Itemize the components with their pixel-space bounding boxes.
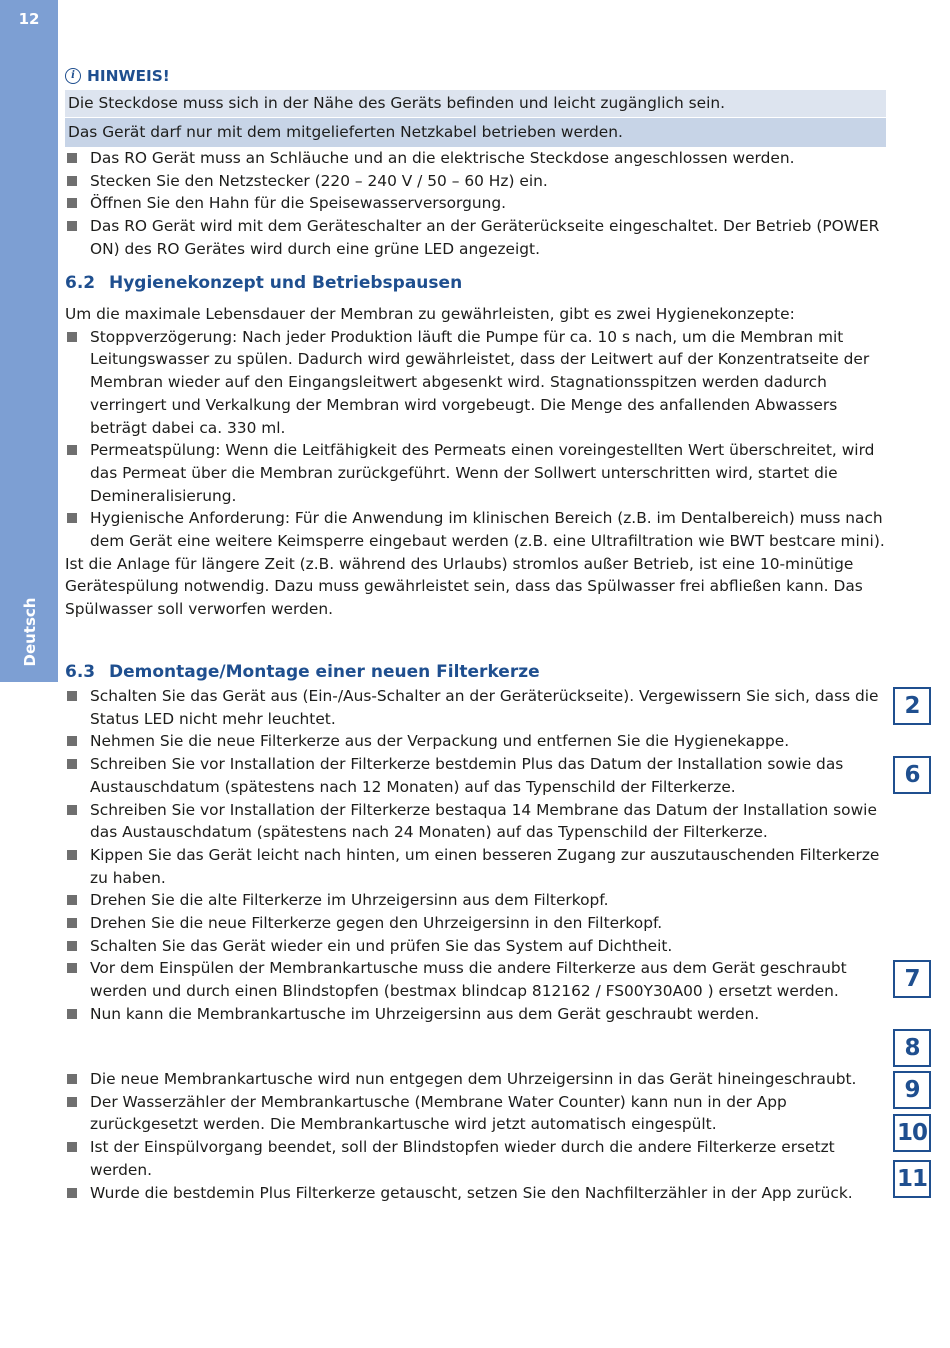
chapter-tab-11[interactable]: 11 xyxy=(893,1160,931,1198)
list-item: Der Wasserzähler der Membrankartusche (Membrane Water Counter) kann nun in der App zurückgesetzt werden. Die Membrankartusche wird jetzt automatisch eingespült. xyxy=(65,1091,886,1136)
side-margin-bar xyxy=(0,0,58,682)
list-item: Schreiben Sie vor Installation der Filterkerze bestaqua 14 Membrane das Datum der Installation sowie das Austauschdatum (spätestens nach 24 Monaten) auf das Typenschild der Filterkerze. xyxy=(65,799,886,844)
chapter-tab-7[interactable]: 7 xyxy=(893,960,931,998)
chapter-tab-9[interactable]: 9 xyxy=(893,1071,931,1109)
list-item: Drehen Sie die neue Filterkerze gegen den Uhrzeigersinn in den Filterkopf. xyxy=(65,912,886,935)
list-item: Öffnen Sie den Hahn für die Speisewasserversorgung. xyxy=(65,192,886,215)
list-item: Drehen Sie die alte Filterkerze im Uhrzeigersinn aus dem Filterkopf. xyxy=(65,889,886,912)
notice-title: HINWEIS! xyxy=(87,67,170,85)
list-item: Wurde die bestdemin Plus Filterkerze getauscht, setzen Sie den Nachfilterzähler in der App zurück. xyxy=(65,1182,886,1205)
list-item: Schalten Sie das Gerät aus (Ein-/Aus-Schalter an der Geräterückseite). Vergewissern Sie sich, dass die Status LED nicht mehr leuchtet. xyxy=(65,685,886,730)
list-item: Das RO Gerät wird mit dem Geräteschalter an der Geräterückseite eingeschaltet. Der Betrieb (POWER ON) des RO Gerätes wird durch eine grüne LED angezeigt. xyxy=(65,215,886,260)
section-number: 6.2 xyxy=(65,273,96,293)
section-number: 6.3 xyxy=(65,662,96,682)
list-item: Hygienische Anforderung: Für die Anwendung im klinischen Bereich (z.B. im Dentalbereich) muss nach dem Gerät eine weitere Keimsperre eingebaut werden (z.B. eine Ultrafiltration wie BWT bestcare mini). xyxy=(65,507,886,552)
notice-shaded-line: Das Gerät darf nur mit dem mitgelieferten Netzkabel betrieben werden. xyxy=(65,118,886,147)
chapter-tab-2[interactable]: 2 xyxy=(893,687,931,725)
list-item: Ist der Einspülvorgang beendet, soll der Blindstopfen wieder durch die andere Filterkerze ersetzt werden. xyxy=(65,1136,886,1181)
section-title: Demontage/Montage einer neuen Filterkerze xyxy=(109,662,540,682)
chapter-tab-6[interactable]: 6 xyxy=(893,756,931,794)
section-heading-6-3 xyxy=(65,661,540,684)
list-item: Nehmen Sie die neue Filterkerze aus der Verpackung und entfernen Sie die Hygienekappe. xyxy=(65,730,886,753)
section-6-3-steps-a xyxy=(65,685,886,1026)
page-number: 12 xyxy=(18,10,40,28)
list-item: Schalten Sie das Gerät wieder ein und prüfen Sie das System auf Dichtheit. xyxy=(65,935,886,958)
section-6-3-steps-b xyxy=(65,1068,886,1204)
notice-heading xyxy=(65,65,170,88)
paragraph: Um die maximale Lebensdauer der Membran zu gewährleisten, gibt es zwei Hygienekonzepte: xyxy=(65,305,795,323)
notice-bullet-list xyxy=(65,147,886,261)
section-title: Hygienekonzept und Betriebspausen xyxy=(109,273,463,293)
paragraph: Ist die Anlage für längere Zeit (z.B. während des Urlaubs) stromlos außer Betrieb, ist eine 10-minütige Gerätespülung notwendig. Dazu muss gewährleistet sein, dass das Spülwasser frei abfließen kann. Das Spülwasser soll verworfen werden. xyxy=(65,554,863,619)
language-label: Deutsch xyxy=(21,597,39,667)
list-item: Vor dem Einspülen der Membrankartusche muss die andere Filterkerze aus dem Gerät geschraubt werden und durch einen Blindstopfen (bestmax blindcap 812162 / FS00Y30A00 ) ersetzt werden. xyxy=(65,957,886,1002)
list-item: Stecken Sie den Netzstecker (220 – 240 V / 50 – 60 Hz) ein. xyxy=(65,170,886,193)
chapter-tab-10[interactable]: 10 xyxy=(893,1114,931,1152)
section-6-2-body xyxy=(65,303,886,621)
list-item: Die neue Membrankartusche wird nun entgegen dem Uhrzeigersinn in das Gerät hineingeschraubt. xyxy=(65,1068,886,1091)
list-item: Permeatspülung: Wenn die Leitfähigkeit des Permeats einen voreingestellten Wert überschreitet, wird das Permeat über die Membran zurückgeführt. Wenn der Sollwert unterschritten wird, startet die Demineralisierung. xyxy=(65,439,886,507)
notice-shaded-line: Die Steckdose muss sich in der Nähe des Geräts befinden und leicht zugänglich sein. xyxy=(65,90,886,117)
list-item: Kippen Sie das Gerät leicht nach hinten, um einen besseren Zugang zur auszutauschenden Filterkerze zu haben. xyxy=(65,844,886,889)
chapter-tab-8[interactable]: 8 xyxy=(893,1029,931,1067)
list-item: Schreiben Sie vor Installation der Filterkerze bestdemin Plus das Datum der Installation sowie das Austauschdatum (spätestens nach 12 Monaten) auf das Typenschild der Filterkerze. xyxy=(65,753,886,798)
info-icon: i xyxy=(65,68,81,84)
list-item: Nun kann die Membrankartusche im Uhrzeigersinn aus dem Gerät geschraubt werden. xyxy=(65,1003,886,1026)
list-item: Das RO Gerät muss an Schläuche und an die elektrische Steckdose angeschlossen werden. xyxy=(65,147,886,170)
section-heading-6-2 xyxy=(65,272,462,295)
list-item: Stoppverzögerung: Nach jeder Produktion läuft die Pumpe für ca. 10 s nach, um die Membran mit Leitungswasser zu spülen. Dadurch wird gewährleistet, dass der Leitwert auf der Konzentratseite der Membran wieder auf den Eingangsleitwert abgesenkt wird. Stagnationsspitzen werden dadurch verringert und Verkalkung der Membran wird vorgebeugt. Die Menge des anfallenden Abwassers beträgt dabei ca. 330 ml. xyxy=(65,326,886,440)
